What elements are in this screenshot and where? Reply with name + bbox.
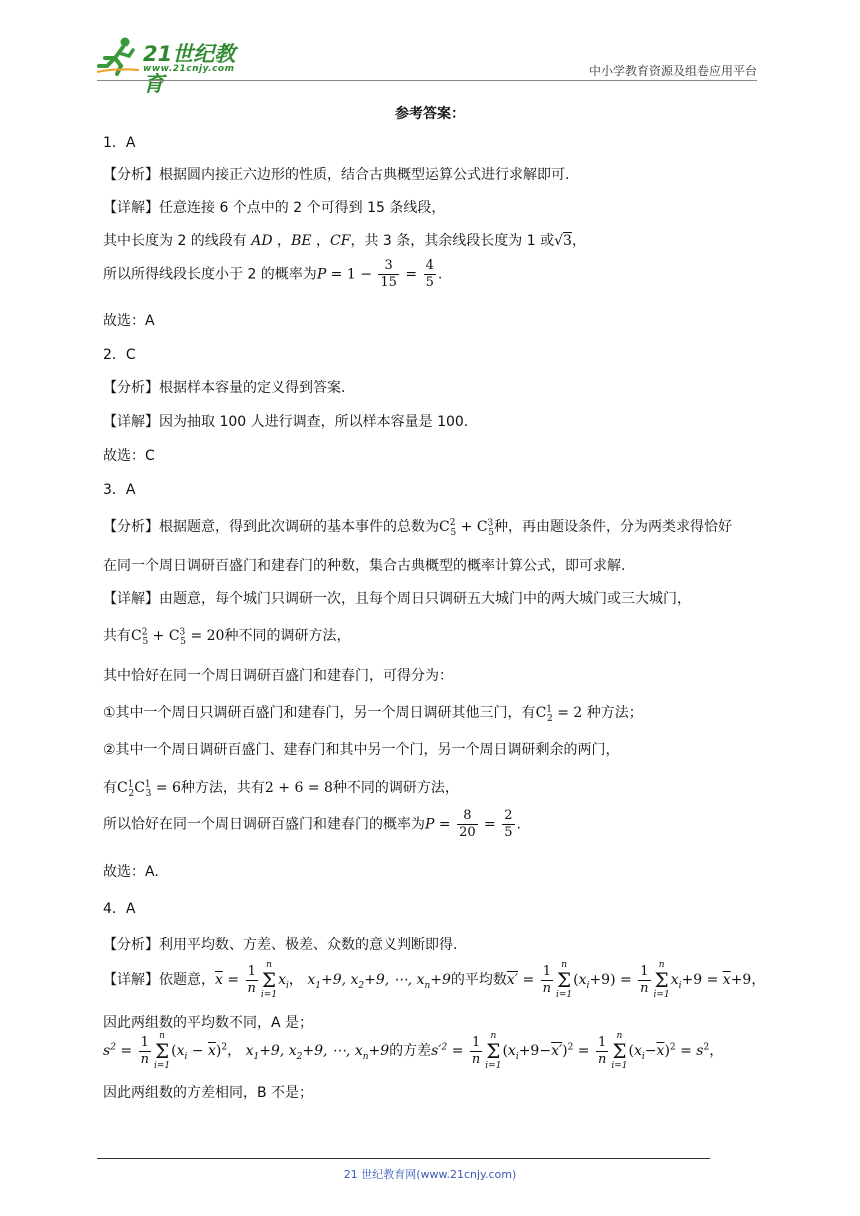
q4-line-3: $s^2$ = $\frac{1}{n}$ n Σ i=1 $(x_i - \overline{x})^2$， $x_1+9$, $x_2+9$, ⋯, $x_n+9$的方差$s'^2$ = $\frac{1}{n}$ n Σ i=1 $(x_i+9-x')^2$ = $\frac{1}{n}$ n Σ i=1 $(x_i-\overline{x})^2 = s^2$，	[103, 1031, 724, 1071]
q4-detail-1: 【详解】依题意，$\overline{x}$ = $\frac{1}{n}$ n Σ i=1 $x_i$， $x_1+9$, $x_2+9$, ⋯, $x_n+9$的平均数x′ = $\frac{1}{n}$ n Σ i=1 $(x_i+9)$ = $\frac{1}{n}$ n Σ i=1 $x_i+9 = \overline{x}+9$，	[103, 960, 766, 1000]
q3-detail-7-text: 所以恰好在同一个周日调研百盛门和建春门的概率为	[103, 816, 425, 833]
q3-detail-6-text-a: 有	[103, 780, 117, 796]
q3-analysis	[103, 516, 732, 538]
math-sqrt3: √3	[554, 233, 572, 249]
q3-detail-3: 其中恰好在同一个周日调研百盛门和建春门，可得分为：	[103, 668, 453, 684]
q4-detail-1-text-b: 的平均数	[450, 972, 507, 988]
q2-detail: 【详解】因为抽取 100 人进行调查，所以样本容量是 100.	[103, 414, 469, 430]
page-footer[interactable]: 21 世纪教育网(www.21cnjy.com)	[343, 1168, 517, 1181]
math-combination-sum: $C^2_5 + C^3_5$	[439, 518, 494, 538]
q3-detail-6	[103, 777, 459, 799]
q3-detail-6-text-b: 种方法，共有	[180, 780, 265, 796]
q1-detail-3-text: 所以所得线段长度小于 2 的概率为	[103, 266, 317, 283]
q4-line-3-text-b: 的方差	[389, 1043, 432, 1059]
q4-detail-1-text-a: 【详解】依题意，	[103, 972, 215, 988]
q2-answer: 故选：C	[103, 448, 155, 464]
q3-detail-4	[103, 702, 643, 724]
math-shifted-list: $x_1+9$, $x_2+9$, ⋯, $x_n+9$	[307, 972, 451, 991]
q3-analysis-2: 在同一个周日调研百盛门和建春门的种数，集合古典概型的概率计算公式，即可求解.	[103, 558, 626, 574]
q3-answer: 故选：A.	[103, 864, 159, 880]
math-mean-def: $\overline{x}$	[215, 972, 223, 988]
q3-detail-2-text-a: 共有	[103, 628, 131, 644]
q1-answer: 故选：A	[103, 313, 155, 329]
q3-detail-4-text-a: ①其中一个周日只调研百盛门和建春门，另一个周日调研其他三门，有	[103, 705, 536, 721]
fraction-8-20: $\frac{8}{20}$	[459, 808, 476, 840]
q4-number: 4．A	[103, 901, 136, 917]
math-segments: AD	[251, 233, 273, 249]
q4-analysis: 【分析】利用平均数、方差、极差、众数的意义判断即得.	[103, 937, 458, 953]
math-new-variance: $s'^2$	[431, 1042, 448, 1059]
q3-detail-7: 所以恰好在同一个周日调研百盛门和建春门的概率为P = $\frac{8}{20}$ = $\frac{2}{5}$ .	[103, 808, 521, 840]
q3-number: 3．A	[103, 482, 136, 498]
math-probability-1: P	[316, 266, 327, 283]
fraction-4-5: $\frac{4}{5}$	[425, 258, 434, 290]
q1-number: 1．A	[103, 135, 136, 151]
logo-url: www.21cnjy.com	[143, 64, 235, 74]
math-probability-3: P	[425, 816, 435, 833]
q1-detail-2-text-b: ，共 3 条，其余线段长度为 1 或	[350, 233, 555, 249]
math-c21: $C^1_2 = 2$	[535, 704, 583, 724]
q1-detail-3: 所以所得线段长度小于 2 的概率为P = 1 − $\frac{3}{15}$ = $\frac{4}{5}$ .	[103, 258, 443, 290]
page-header	[0, 0, 860, 96]
site-logo[interactable]	[95, 36, 255, 96]
math-2-plus-6: 2 + 6 = 8	[264, 780, 333, 796]
page-title: 参考答案：	[395, 106, 465, 122]
q4-line-2: 因此两组数的平均数不同，A 是；	[103, 1015, 314, 1031]
q1-detail-1: 【详解】任意连接 6 个点中的 2 个可得到 15 条线段，	[103, 200, 446, 216]
runner-icon	[95, 36, 141, 76]
platform-name: 中小学教育资源及组卷应用平台	[588, 64, 757, 78]
q3-detail-2	[103, 625, 350, 647]
logo-text: 21世纪教育	[143, 42, 236, 96]
q3-analysis-text-b: 种，再由题设条件，分为两类求得恰好	[494, 519, 732, 535]
fraction-2-5: $\frac{2}{5}$	[504, 808, 513, 840]
math-c21-c31: $C^1_2C^1_3 = 6$	[117, 779, 181, 799]
q3-detail-1: 【详解】由题意，每个城门只调研一次，且每个周日只调研五大城门中的两大城门或三大城门，	[103, 591, 691, 607]
q1-detail-2: 其中长度为 2 的线段有 AD ，BE ，CF，共 3 条，其余线段长度为 1 或√3，	[103, 233, 586, 249]
q1-analysis: 【分析】根据圆内接正六边形的性质，结合古典概型运算公式进行求解即可.	[103, 167, 570, 183]
math-variance-def: $s^2$	[103, 1042, 116, 1059]
q3-detail-2-text-b: 种不同的调研方法，	[224, 628, 351, 644]
q3-detail-4-text-b: 种方法；	[586, 705, 643, 721]
fraction-3-15: $\frac{3}{15}$	[380, 258, 397, 290]
q3-detail-5: ②其中一个周日调研百盛门、建春门和其中另一个门，另一个周日调研剩余的两门，	[103, 742, 620, 758]
footer-divider	[97, 1158, 710, 1159]
q3-analysis-text-a: 【分析】根据题意，得到此次调研的基本事件的总数为	[103, 519, 439, 535]
math-combination-total: $C^2_5 + C^3_5 = 20$	[131, 627, 225, 647]
header-divider	[97, 80, 757, 81]
q2-analysis: 【分析】根据样本容量的定义得到答案.	[103, 380, 346, 396]
math-new-mean: x′	[506, 972, 518, 988]
q3-detail-6-text-c: 种不同的调研方法，	[332, 780, 459, 796]
q2-number: 2．C	[103, 347, 136, 363]
q1-detail-2-text-a: 其中长度为 2 的线段有	[103, 233, 252, 249]
q4-line-4: 因此两组数的方差相同，B 不是；	[103, 1085, 314, 1101]
